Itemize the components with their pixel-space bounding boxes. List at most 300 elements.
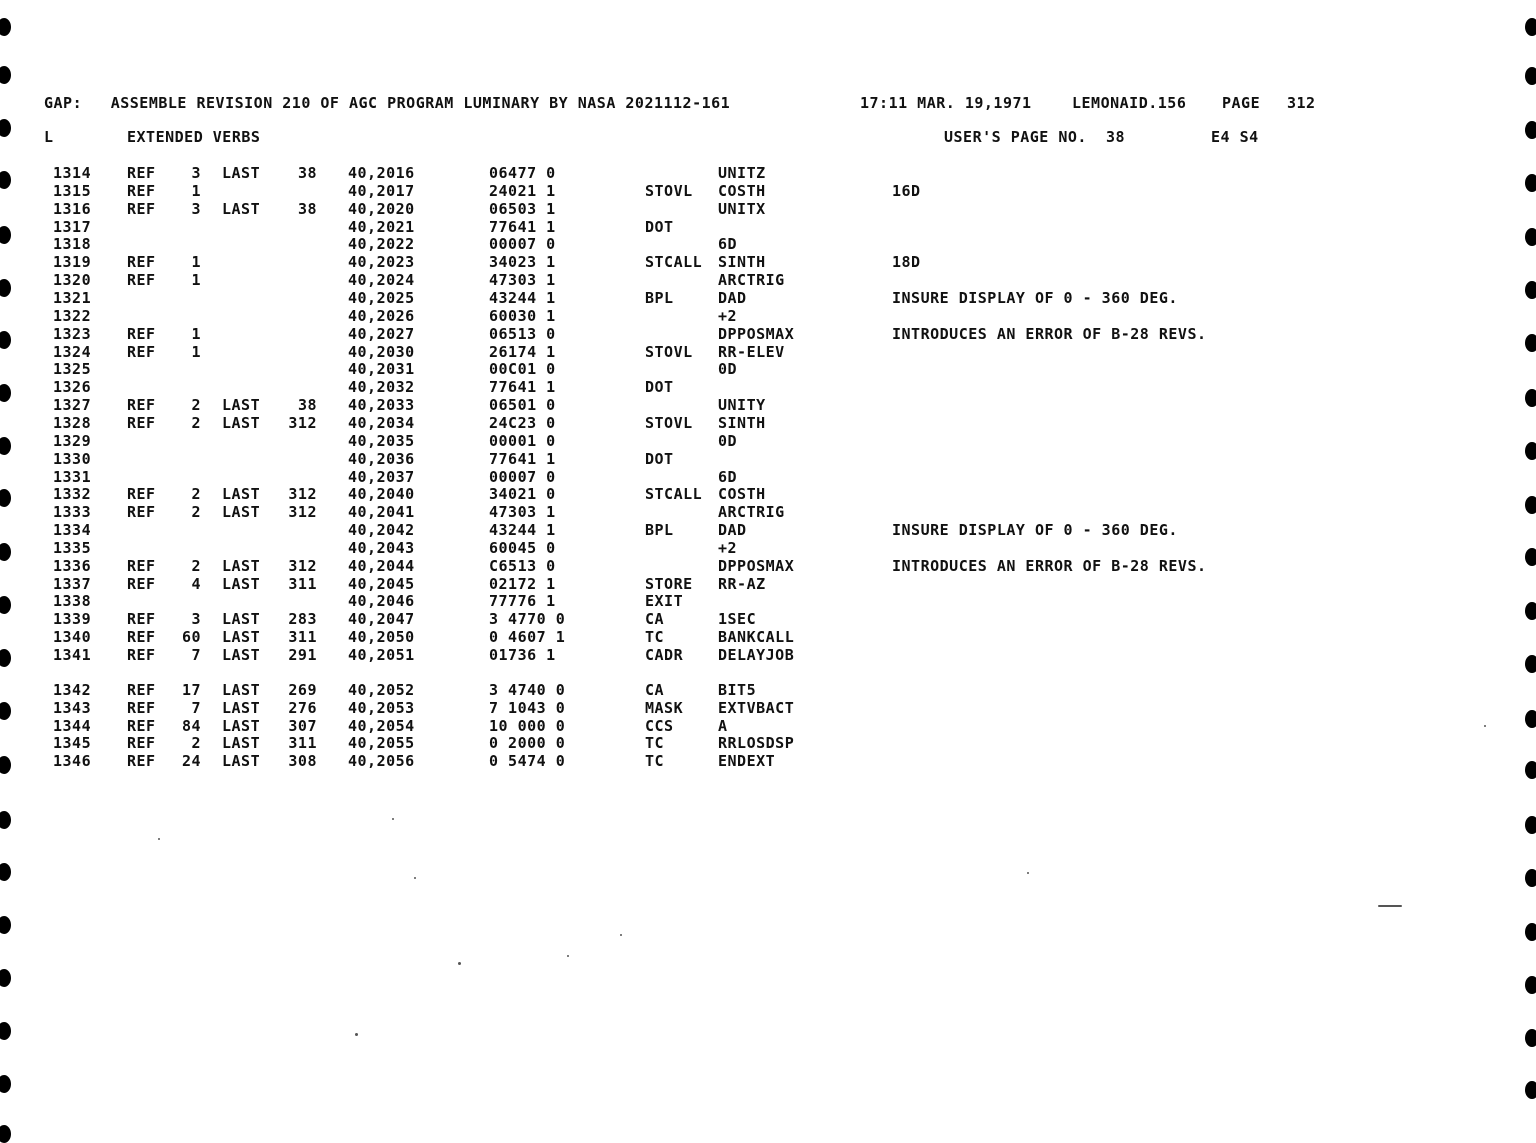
line-number: 1318 (53, 235, 92, 254)
listing-row (0, 218, 1300, 236)
opcode: STCALL (645, 485, 703, 504)
listing-row (0, 592, 1300, 610)
line-number: 1325 (53, 360, 92, 379)
opcode: BPL (645, 521, 674, 539)
address: 40,2041 (348, 503, 415, 522)
ref-label: REF (127, 342, 156, 361)
opcode: DOT (645, 449, 674, 468)
comment: INSURE DISPLAY OF 0 - 360 DEG. (892, 289, 1178, 307)
line-number: 1334 (53, 521, 92, 539)
tractor-hole (1525, 1081, 1536, 1099)
octal-word: 10 000 0 (489, 716, 566, 735)
line-number: 1314 (53, 164, 92, 182)
header-title-line: GAP: ASSEMBLE REVISION 210 OF AGC PROGRAM LUMINARY BY NASA 2021112-161 (44, 94, 731, 112)
last-label: LAST (222, 574, 261, 593)
address: 40,2040 (348, 485, 415, 504)
address: 40,2034 (348, 413, 415, 432)
address: 40,2051 (348, 646, 415, 664)
tractor-hole (1525, 602, 1536, 620)
tractor-hole (1525, 496, 1536, 514)
ref-label: REF (127, 680, 156, 699)
octal-word: 26174 1 (489, 342, 556, 361)
octal-word: 00007 0 (489, 467, 556, 486)
ref-count: 2 (191, 396, 201, 415)
line-number: 1324 (53, 342, 92, 361)
ref-count: 3 (191, 199, 201, 218)
operand: UNITZ (718, 164, 766, 182)
last-page: 312 (288, 556, 317, 575)
line-number: 1317 (53, 217, 92, 236)
listing-row (0, 646, 1300, 664)
last-label: LAST (222, 503, 261, 522)
address: 40,2050 (348, 628, 415, 647)
line-number: 1339 (53, 610, 92, 629)
operand: EXTVBACT (718, 698, 795, 717)
opcode: TC (645, 628, 665, 647)
last-label: LAST (222, 646, 261, 664)
address: 40,2047 (348, 610, 415, 629)
octal-word: 60030 1 (489, 306, 556, 325)
operand: UNITY (718, 396, 766, 415)
address: 40,2025 (348, 289, 415, 307)
line-number: 1316 (53, 199, 92, 218)
listing-row (0, 575, 1300, 593)
tractor-hole (1525, 334, 1536, 352)
octal-word: 77776 1 (489, 592, 556, 611)
last-page: 312 (288, 485, 317, 504)
ref-label: REF (127, 503, 156, 522)
listing-row (0, 253, 1300, 271)
octal-word: 01736 1 (489, 646, 556, 664)
last-label: LAST (222, 698, 261, 717)
listing-row (0, 164, 1300, 182)
address: 40,2022 (348, 235, 415, 254)
line-number: 1340 (53, 628, 92, 647)
octal-word: 47303 1 (489, 503, 556, 522)
paper-speck (392, 818, 394, 820)
ref-label: REF (127, 253, 156, 272)
paper-speck (567, 955, 569, 957)
line-number: 1328 (53, 413, 92, 432)
operand: RRLOSDSP (718, 734, 795, 753)
ref-label: REF (127, 752, 156, 771)
listing-row (0, 699, 1300, 717)
line-number: 1319 (53, 253, 92, 272)
address: 40,2016 (348, 164, 415, 182)
line-number: 1343 (53, 698, 92, 717)
tractor-hole (0, 863, 11, 881)
address: 40,2042 (348, 521, 415, 539)
address: 40,2037 (348, 467, 415, 486)
tractor-hole (1525, 228, 1536, 246)
ref-count: 4 (191, 574, 201, 593)
listing-row (0, 432, 1300, 450)
octal-word: 06513 0 (489, 324, 556, 343)
last-label: LAST (222, 716, 261, 735)
opcode: STCALL (645, 253, 703, 272)
listing-row (0, 485, 1300, 503)
ref-label: REF (127, 574, 156, 593)
ref-count: 3 (191, 610, 201, 629)
listing-row (0, 289, 1300, 307)
right-tractor-holes (1522, 0, 1536, 1138)
section-letter: L (44, 128, 54, 146)
ref-label: REF (127, 646, 156, 664)
listing-row (0, 681, 1300, 699)
last-label: LAST (222, 556, 261, 575)
listing-row (0, 360, 1300, 378)
tractor-hole (0, 811, 11, 829)
address: 40,2020 (348, 199, 415, 218)
address: 40,2023 (348, 253, 415, 272)
address: 40,2035 (348, 431, 415, 450)
operand: SINTH (718, 253, 766, 272)
line-number: 1346 (53, 752, 92, 771)
paper-speck (414, 877, 416, 879)
header-timestamp: 17:11 MAR. 19,1971 (860, 94, 1032, 112)
last-label: LAST (222, 752, 261, 771)
octal-word: 34023 1 (489, 253, 556, 272)
operand: +2 (718, 538, 738, 557)
octal-word: 06501 0 (489, 396, 556, 415)
line-number: 1327 (53, 396, 92, 415)
operand: DAD (718, 521, 747, 539)
opcode: DOT (645, 217, 674, 236)
last-page: 307 (288, 716, 317, 735)
octal-word: 00007 0 (489, 235, 556, 254)
header-page-label: PAGE (1222, 94, 1261, 112)
ref-count: 60 (181, 628, 201, 647)
last-page: 38 (297, 164, 317, 182)
last-label: LAST (222, 485, 261, 504)
last-page: 308 (288, 752, 317, 771)
opcode: CCS (645, 716, 674, 735)
line-number: 1344 (53, 716, 92, 735)
address: 40,2036 (348, 449, 415, 468)
listing-row (0, 717, 1300, 735)
listing-row (0, 414, 1300, 432)
line-number: 1329 (53, 431, 92, 450)
opcode: TC (645, 734, 665, 753)
address: 40,2017 (348, 181, 415, 200)
operand: 1SEC (718, 610, 757, 629)
ref-label: REF (127, 610, 156, 629)
tractor-hole (1525, 869, 1536, 887)
operand: COSTH (718, 485, 766, 504)
listing-row (0, 503, 1300, 521)
last-label: LAST (222, 680, 261, 699)
comment: INSURE DISPLAY OF 0 - 360 DEG. (892, 521, 1178, 539)
octal-word: 3 4740 0 (489, 680, 566, 699)
operand: DELAYJOB (718, 646, 795, 664)
octal-word: 06477 0 (489, 164, 556, 182)
ref-count: 7 (191, 646, 201, 664)
comment: 18D (892, 253, 921, 272)
ref-count: 2 (191, 556, 201, 575)
listing-row (0, 271, 1300, 289)
opcode: STORE (645, 574, 693, 593)
ref-label: REF (127, 199, 156, 218)
last-page: 311 (288, 574, 317, 593)
tractor-hole (1525, 389, 1536, 407)
octal-word: 02172 1 (489, 574, 556, 593)
tractor-hole (1525, 442, 1536, 460)
listing-row (0, 610, 1300, 628)
tractor-hole (1525, 281, 1536, 299)
tractor-hole (1525, 67, 1536, 85)
last-page: 276 (288, 698, 317, 717)
operand: A (718, 716, 728, 735)
address: 40,2045 (348, 574, 415, 593)
line-number: 1333 (53, 503, 92, 522)
address: 40,2052 (348, 680, 415, 699)
listing-row (0, 307, 1300, 325)
line-number: 1341 (53, 646, 92, 664)
operand: BIT5 (718, 680, 757, 699)
octal-word: 77641 1 (489, 378, 556, 397)
last-page: 283 (288, 610, 317, 629)
ref-count: 1 (191, 253, 201, 272)
listing-row (0, 468, 1300, 486)
operand: RR-AZ (718, 574, 766, 593)
paper-speck (458, 962, 461, 965)
address: 40,2046 (348, 592, 415, 611)
last-page: 291 (288, 646, 317, 664)
tractor-hole (0, 916, 11, 934)
opcode: CA (645, 610, 665, 629)
octal-word: 60045 0 (489, 538, 556, 557)
tractor-hole (1525, 1029, 1536, 1047)
operand: RR-ELEV (718, 342, 785, 361)
operand: BANKCALL (718, 628, 795, 647)
paper-speck (1484, 725, 1486, 727)
opcode: STOVL (645, 342, 693, 361)
ref-count: 84 (181, 716, 201, 735)
octal-word: 7 1043 0 (489, 698, 566, 717)
ref-count: 24 (181, 752, 201, 771)
tractor-hole (0, 969, 11, 987)
ref-count: 3 (191, 164, 201, 182)
listing-row (0, 235, 1300, 253)
operand: 0D (718, 360, 738, 379)
tractor-hole (0, 1075, 11, 1093)
address: 40,2026 (348, 306, 415, 325)
address: 40,2053 (348, 698, 415, 717)
octal-word: 77641 1 (489, 449, 556, 468)
line-number: 1336 (53, 556, 92, 575)
section-title: EXTENDED VERBS (127, 128, 261, 146)
tractor-hole (1525, 976, 1536, 994)
user-page-number: USER'S PAGE NO. 38 (944, 128, 1126, 146)
ref-label: REF (127, 556, 156, 575)
listing-row (0, 450, 1300, 468)
ref-count: 2 (191, 734, 201, 753)
tractor-hole (1525, 174, 1536, 192)
listing-row (0, 200, 1300, 218)
ref-label: REF (127, 734, 156, 753)
last-label: LAST (222, 396, 261, 415)
address: 40,2033 (348, 396, 415, 415)
paper-speck (1027, 872, 1029, 874)
line-number: 1345 (53, 734, 92, 753)
last-label: LAST (222, 164, 261, 182)
listing-row (0, 521, 1300, 539)
line-number: 1338 (53, 592, 92, 611)
tractor-hole (1525, 816, 1536, 834)
line-number: 1326 (53, 378, 92, 397)
octal-word: 34021 0 (489, 485, 556, 504)
operand: 6D (718, 235, 738, 254)
ref-label: REF (127, 271, 156, 290)
ref-label: REF (127, 698, 156, 717)
last-label: LAST (222, 628, 261, 647)
address: 40,2031 (348, 360, 415, 379)
ref-label: REF (127, 181, 156, 200)
opcode: MASK (645, 698, 684, 717)
ref-count: 1 (191, 342, 201, 361)
ref-count: 1 (191, 271, 201, 290)
tractor-hole (0, 18, 11, 36)
ref-count: 1 (191, 324, 201, 343)
address: 40,2024 (348, 271, 415, 290)
operand: DPPOSMAX (718, 324, 795, 343)
address: 40,2030 (348, 342, 415, 361)
last-page: 312 (288, 413, 317, 432)
line-number: 1322 (53, 306, 92, 325)
last-label: LAST (222, 734, 261, 753)
address: 40,2043 (348, 538, 415, 557)
last-label: LAST (222, 199, 261, 218)
tractor-hole (0, 66, 11, 84)
ref-label: REF (127, 485, 156, 504)
octal-word: 3 4770 0 (489, 610, 566, 629)
operand: 6D (718, 467, 738, 486)
paper-speck (620, 934, 622, 936)
octal-word: 24C23 0 (489, 413, 556, 432)
opcode: TC (645, 752, 665, 771)
operand: ARCTRIG (718, 271, 785, 290)
operand: UNITX (718, 199, 766, 218)
line-number: 1315 (53, 181, 92, 200)
ref-count: 7 (191, 698, 201, 717)
operand: ENDEXT (718, 752, 776, 771)
last-page: 38 (297, 199, 317, 218)
line-number: 1332 (53, 485, 92, 504)
opcode: BPL (645, 289, 674, 307)
line-number: 1335 (53, 538, 92, 557)
last-page: 269 (288, 680, 317, 699)
octal-word: 77641 1 (489, 217, 556, 236)
header-page-number: 312 (1287, 94, 1316, 112)
last-label: LAST (222, 610, 261, 629)
opcode: STOVL (645, 181, 693, 200)
address: 40,2021 (348, 217, 415, 236)
line-number: 1320 (53, 271, 92, 290)
listing-row (0, 557, 1300, 575)
comment: 16D (892, 181, 921, 200)
octal-word: 0 2000 0 (489, 734, 566, 753)
operand: COSTH (718, 181, 766, 200)
ref-count: 17 (181, 680, 201, 699)
tractor-hole (1525, 655, 1536, 673)
tractor-hole (1525, 761, 1536, 779)
tractor-hole (0, 1125, 11, 1143)
operand: ARCTRIG (718, 503, 785, 522)
operand: DPPOSMAX (718, 556, 795, 575)
octal-word: 00C01 0 (489, 360, 556, 379)
octal-word: 06503 1 (489, 199, 556, 218)
line-number: 1323 (53, 324, 92, 343)
listing-row (0, 539, 1300, 557)
last-label: LAST (222, 413, 261, 432)
address: 40,2032 (348, 378, 415, 397)
address: 40,2054 (348, 716, 415, 735)
listing-row (0, 343, 1300, 361)
last-page: 38 (297, 396, 317, 415)
ref-label: REF (127, 628, 156, 647)
octal-word: 43244 1 (489, 289, 556, 307)
line-number: 1331 (53, 467, 92, 486)
operand: 0D (718, 431, 738, 450)
opcode: CA (645, 680, 665, 699)
listing-row (0, 325, 1300, 343)
comment: INTRODUCES AN ERROR OF B-28 REVS. (892, 556, 1207, 575)
operand: +2 (718, 306, 738, 325)
paper-speck (158, 838, 160, 840)
opcode: CADR (645, 646, 684, 664)
paper-speck (355, 1033, 358, 1036)
ref-label: REF (127, 396, 156, 415)
ref-count: 1 (191, 181, 201, 200)
ref-label: REF (127, 716, 156, 735)
last-page: 312 (288, 503, 317, 522)
section-code: E4 S4 (1211, 128, 1259, 146)
last-page: 311 (288, 734, 317, 753)
octal-word: 43244 1 (489, 521, 556, 539)
opcode: DOT (645, 378, 674, 397)
tractor-hole (1525, 18, 1536, 36)
octal-word: 24021 1 (489, 181, 556, 200)
octal-word: 0 4607 1 (489, 628, 566, 647)
listing-row (0, 628, 1300, 646)
tractor-hole (1525, 548, 1536, 566)
opcode: EXIT (645, 592, 684, 611)
opcode: STOVL (645, 413, 693, 432)
listing-row (0, 182, 1300, 200)
last-page: 311 (288, 628, 317, 647)
address: 40,2055 (348, 734, 415, 753)
address: 40,2027 (348, 324, 415, 343)
line-number: 1342 (53, 680, 92, 699)
header-file: LEMONAID.156 (1072, 94, 1187, 112)
tractor-hole (1525, 923, 1536, 941)
listing-row (0, 396, 1300, 414)
listing-row (0, 378, 1300, 396)
octal-word: 47303 1 (489, 271, 556, 290)
operand: DAD (718, 289, 747, 307)
ref-label: REF (127, 413, 156, 432)
tractor-hole (0, 1022, 11, 1040)
address: 40,2044 (348, 556, 415, 575)
ref-count: 2 (191, 503, 201, 522)
tractor-hole (1525, 121, 1536, 139)
ref-label: REF (127, 164, 156, 182)
comment: INTRODUCES AN ERROR OF B-28 REVS. (892, 324, 1207, 343)
line-number: 1330 (53, 449, 92, 468)
tractor-hole (1525, 710, 1536, 728)
octal-word: 0 5474 0 (489, 752, 566, 771)
ref-label: REF (127, 324, 156, 343)
